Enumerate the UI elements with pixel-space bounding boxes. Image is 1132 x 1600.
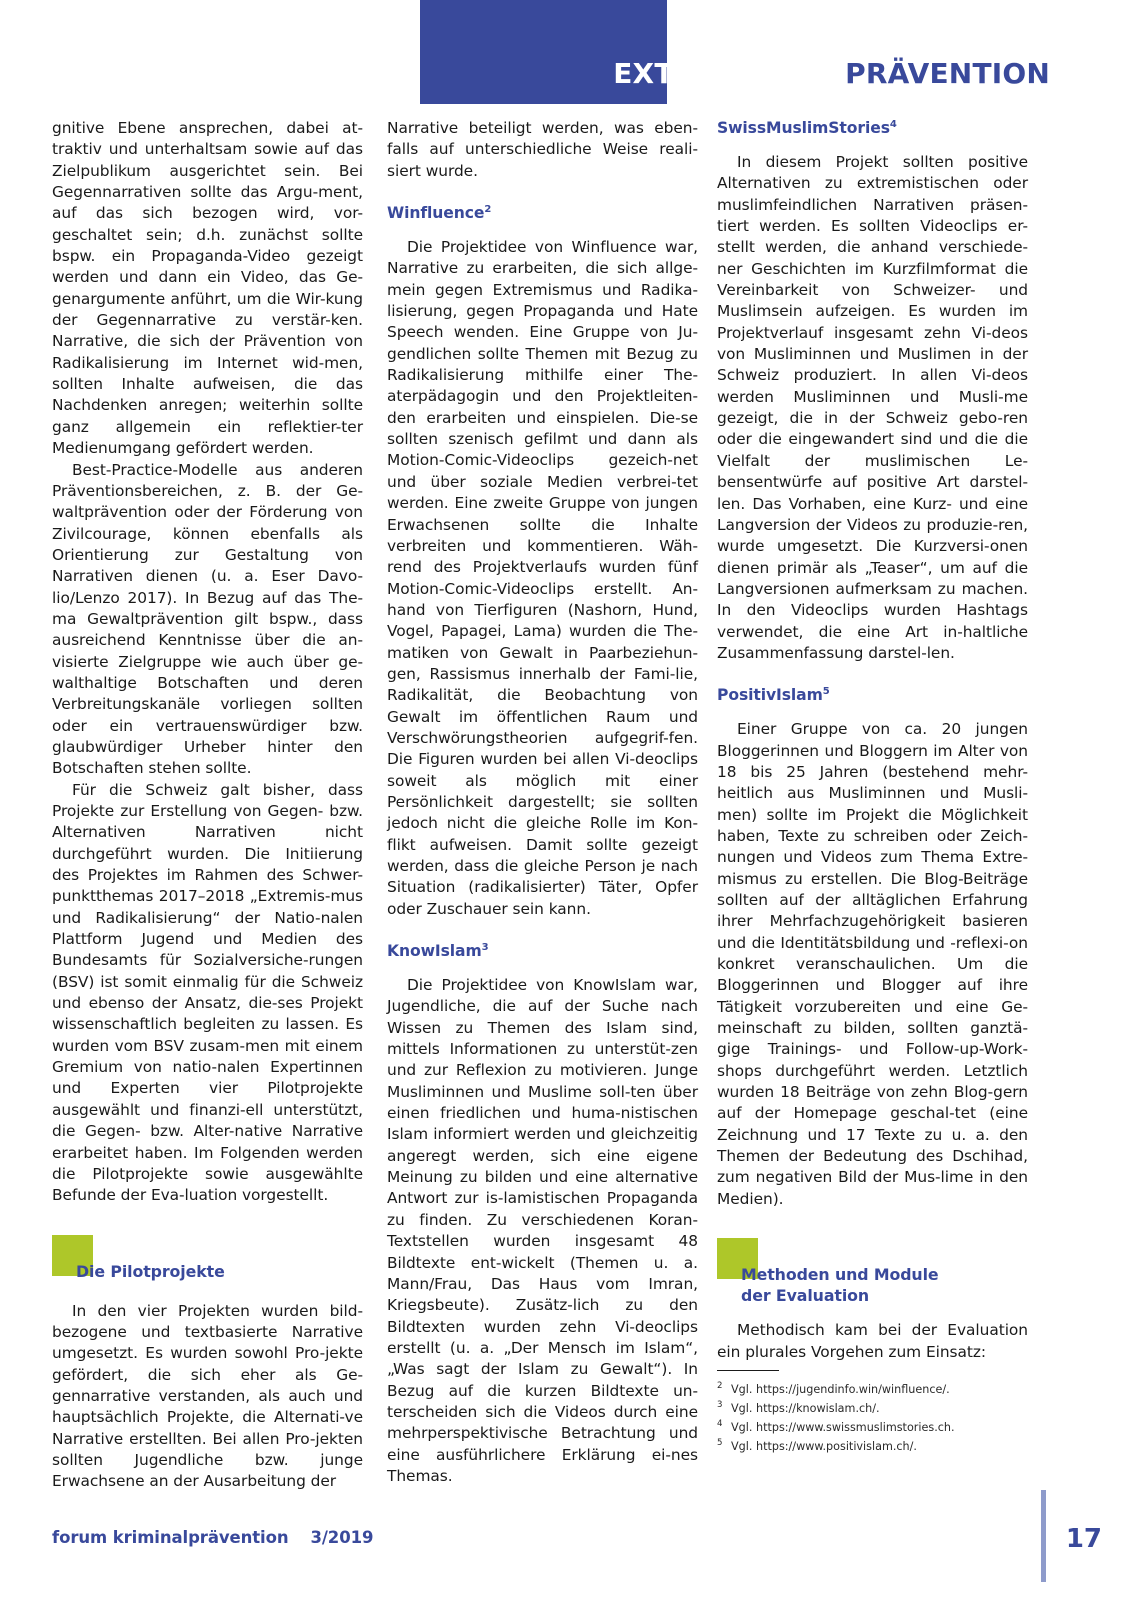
spacer [387, 223, 698, 237]
paragraph: Einer Gruppe von ca. 20 jungen Bloggerinnen und Bloggern im Alter von 18 bis 25 Jahren (bestehend mehr-heitlich aus Musliminnen und Musli-men) sollte im Projekt die Möglichkeit haben, Texte zu schreiben oder Zeich-nungen und Videos zum Thema Extre-mismus zu erstellen. Die Blog-Beiträge sollten auf der alltäglichen Erfahrung ihrer Mehrfachzugehörigkeit basieren und die Identitätsbildung und -reflexi-on konkret veranschaulichen. Um die Bloggerinnen und Blogger auf ihre Tätigkeit vorzubereiten und eine Ge-meinschaft zu bilden, sollten ganztä-gige Trainings- und Follow-up-Work-shops durchgeführt werden. Letztlich wurden 18 Beiträge von zehn Blog-gern auf der Homepage geschal-tet (eine Zeichnung und 17 Texte zu u. a. den Themen der Bedeutung des Dschihad, zum negativen Bild der Mus-lime in den Medien). [717, 720, 1028, 1208]
paragraph: Best-Practice-Modelle aus anderen Präventionsbereichen, z. B. der Ge-waltprävention oder der Förderung von Zivilcourage, können ebenfalls als Orientierung zur Gestaltung von Narrativen dienen (u. a. Eser Davo-lio/Lenzo 2017). In Bezug auf das The-ma Gewaltprävention gilt bspw., dass ausreichend Kenntnisse über die an-visierte Zielgruppe wie auch über ge-walthaltige Botschaften und deren Verbreitungskanäle vorliegen sollten oder ein vertrauenswürdiger bzw. glaubwürdiger Urheber hinter den Botschaften stehen sollte. [52, 460, 363, 778]
section-heading-pilotprojekte [52, 1235, 363, 1287]
paragraph: Methodisch kam bei der Evaluation ein plurales Vorgehen zum Einsatz: [717, 1321, 1028, 1361]
spacer [52, 1287, 363, 1301]
subheading-label: SwissMuslimStories [717, 119, 890, 137]
issue-number: 3/2019 [310, 1528, 374, 1547]
footnote-marker: 2 [484, 203, 492, 215]
section-heading-label [717, 1238, 1028, 1306]
page-title-part-b: PRÄVENTION [845, 57, 1050, 90]
page-title-part-a: EXTREMISMUS [613, 57, 846, 90]
subheading-label: Winfluence [387, 204, 485, 223]
footnote-item: $^5$ Vgl. https://www.positivislam.ch/. [717, 1438, 917, 1453]
subheading-winfluence [387, 203, 698, 223]
footnote-text: Vgl. https://www.swissmuslimstories.ch. [731, 1421, 955, 1434]
paragraph: Narrative beteiligt werden, was eben-falls auf unterschiedliche Weise reali-siert wurde. [387, 119, 698, 180]
spacer [717, 664, 1028, 685]
section-heading-line-1: Methoden und Module [741, 1265, 939, 1285]
section-heading-line-2: der Evaluation [741, 1286, 870, 1306]
footnote-marker: 4 [889, 118, 897, 130]
spacer [387, 920, 698, 941]
spacer [717, 1210, 1028, 1238]
footnote-item: $^2$ Vgl. https://jugendinfo.win/winfluence/. [717, 1381, 950, 1396]
page-number: 17 [1065, 1524, 1102, 1554]
footnote-text: Vgl. https://knowislam.ch/. [731, 1402, 880, 1415]
paragraph: Für die Schweiz galt bisher, dass Projekte zur Erstellung von Gegen- bzw. Alternativen Narrativen nicht durchgeführt wurden. Die Initiierung des Projektes im Rahmen des Schwer-punktthemas 2017–2018 „Extremis-mus und Radikalisierung“ der Natio-nalen Plattform Jugend und Medien des Bundesamts für Sozialversiche-rungen (BSV) ist somit einmalig für die Schweiz und ebenso der Ansatz, die-ses Projekt wissenschaftlich begleiten zu lassen. Es wurden vom BSV zusam-men mit einem Gremium von natio-nalen Expertinnen und Experten vier Pilotprojekte ausgewählt und finanzi-ell unterstützt, die Gegen- bzw. Alter-native Narrative erarbeitet haben. Im Folgenden werden die Pilotprojekte sowie ausgewählte Befunde der Eva-luation vorgestellt. [52, 780, 363, 1205]
article-body [0, 118, 1132, 1491]
paragraph: Die Projektidee von Winfluence war, Narrative zu erarbeiten, die sich allge-mein gegen Extremismus und Radika-lisierung, gegen Propaganda und Hate Speech wenden. Eine Gruppe von Ju-gendlichen sollte Themen mit Bezug zu Radikalisierung mithilfe einer The-aterpädagogin und den Projektleiten-den erarbeiten und einspielen. Die-se sollten szenisch gefilmt und dann als Motion-Comic-Videoclips gezeich-net und über soziale Medien verbrei-tet werden. Eine zweite Gruppe von jungen Erwachsenen sollte die Inhalte verbreiten und kommentieren. Wäh-rend des Projektverlaufs wurden fünf Motion-Comic-Videoclips erstellt. An-hand von Tierfiguren (Nashorn, Hund, Vogel, Papagei, Lama) wurden die The-matiken von Gewalt in Paarbeziehun-gen, Rassismus innerhalb der Fami-lie, Radikalität, die Beobachtung von Gewalt im öffentlichen Raum und Verschwörungstheorien aufgegrif-fen. Die Figuren wurden bei allen Vi-deoclips soweit als möglich mit einer Persönlichkeit dargestellt; sie sollten jedoch nicht die gleiche Rolle im Kon-flikt aufweisen. Damit sollte gezeigt werden, dass die gleiche Person je nach Situation (radikalisierter) Täter, Opfer oder Zuschauer sein kann. [387, 238, 698, 918]
footnote-list [717, 1370, 1032, 1456]
paragraph: In den vier Projekten wurden bild-bezogene und textbasierte Narrative umgesetzt. Es wurden sowohl Pro-jekte gefördert, die sich eher als Ge-gennarrative verstanden, als auch und hauptsächlich Projekte, die Alternati-ve Narrative erstellten. Bei allen Pro-jekten sollten Jugendliche bzw. junge Erwachsene an der Ausarbeitung der [52, 1301, 363, 1491]
subheading-swissmuslimstories [717, 118, 1028, 138]
subheading-knowislam [387, 941, 698, 961]
footnote-rule [717, 1370, 779, 1371]
spacer [52, 1207, 363, 1235]
footnote-item: $^4$ Vgl. https://www.swissmuslimstories.ch. [717, 1419, 955, 1434]
footnote-text: Vgl. https://www.positivislam.ch/. [731, 1440, 917, 1453]
page-title [0, 57, 1050, 90]
spacer [717, 705, 1028, 719]
paragraph: gnitive Ebene ansprechen, dabei at-traktiv und unterhaltsam sowie auf das Zielpublikum ausgerichtet sein. Bei Gegennarrativen sollte das Argu-ment, auf das sich bezogen wird, vor-geschaltet sein; d.h. zunächst sollte bspw. ein Propaganda-Video gezeigt werden und dann ein Video, das Ge-genargumente anführt, um die Wir-kung der Gegennarrative zu verstär-ken. Narrative, die sich der Prävention von Radikalisierung im Internet wid-men, sollten Inhalte aufweisen, die das Nachdenken anregen; weiterhin sollte ganz allgemein ein reflektier-ter Medienumgang gefördert werden. [52, 119, 363, 458]
spacer [717, 1306, 1028, 1320]
page-header [0, 0, 1132, 104]
spacer [717, 138, 1028, 152]
footnote-marker: 5 [822, 686, 830, 698]
publication-name: forum kriminalprävention [52, 1528, 289, 1547]
paragraph: In diesem Projekt sollten positive Alternativen zu extremistischen oder muslimfeindlichen Narrativen präsen-tiert werden. Es sollten Videoclips er-stellt werden, die anhand verschiede-ner Geschichten im Kurzfilmformat die Vereinbarkeit von Schweizer- und Muslimsein aufzeigen. Es wurden im Projektverlauf insgesamt zehn Vi-deos von Musliminnen und Muslimen in der Schweiz produziert. In allen Vi-deos werden Musliminnen und Musli-me gezeigt, die in der Schweiz gebo-ren oder die eingewandert sind und die die Vielfalt der muslimischen Le-bensentwürfe auf positive Art darstel-len. Das Vorhaben, eine Kurz- und eine Langversion der Videos zu produzie-ren, wurde umgesetzt. Die Kurzversi-onen dienen primär als „Teaser“, um auf die Langversionen aufmerksam zu machen. In den Videoclips wurden Hashtags verwendet, die eine Art in-haltliche Zusammenfassung darstel-len. [717, 153, 1028, 662]
section-heading-label: Die Pilotprojekte [76, 1261, 225, 1281]
spacer [387, 182, 698, 203]
spacer [387, 961, 698, 975]
page-footer [0, 1490, 1132, 1600]
column-2 [387, 118, 698, 1485]
section-heading-methoden [717, 1238, 1028, 1306]
footer-accent-bar [1041, 1490, 1046, 1582]
column-1 [52, 118, 363, 1491]
column-3 [717, 118, 1028, 1458]
footnote-item: $^3$ Vgl. https://knowislam.ch/. [717, 1400, 880, 1415]
subheading-label: KnowIslam [387, 942, 482, 961]
footnote-text: Vgl. https://jugendinfo.win/winfluence/. [731, 1383, 950, 1396]
footnote-marker: 3 [481, 941, 489, 953]
subheading-positivislam [717, 685, 1028, 705]
paragraph: Die Projektidee von KnowIslam war, Jugendliche, die auf der Suche nach Wissen zu Themen des Islam sind, mittels Informationen zu unterstüt-zen und zur Reflexion zu motivieren. Junge Musliminnen und Muslime soll-ten über einen friedlichen und huma-nistischen Islam informiert werden und gleichzeitig angeregt werden, sich eine eigene Meinung zu bilden und eine alternative Antwort zur is-lamistischen Propaganda zu finden. Zu verschiedenen Koran-Textstellen wurden insgesamt 48 Bildtexte ent-wickelt (Themen u. a. Mann/Frau, Das Haus vom Imran, Kriegsbeute). Zusätz-lich zu den Bildtexten wurden zehn Vi-deoclips erstellt (u. a. „Der Mensch im Islam“, „Was sagt der Islam zu Gewalt“). In Bezug auf die kurzen Bildtexte un-terscheiden sich die Videos durch eine mehrperspektivische Betrachtung und eine ausführlichere Erklärung ei-nes Themas. [387, 976, 698, 1485]
subheading-label: PositivIslam [717, 686, 823, 705]
footer-publication [52, 1528, 373, 1547]
